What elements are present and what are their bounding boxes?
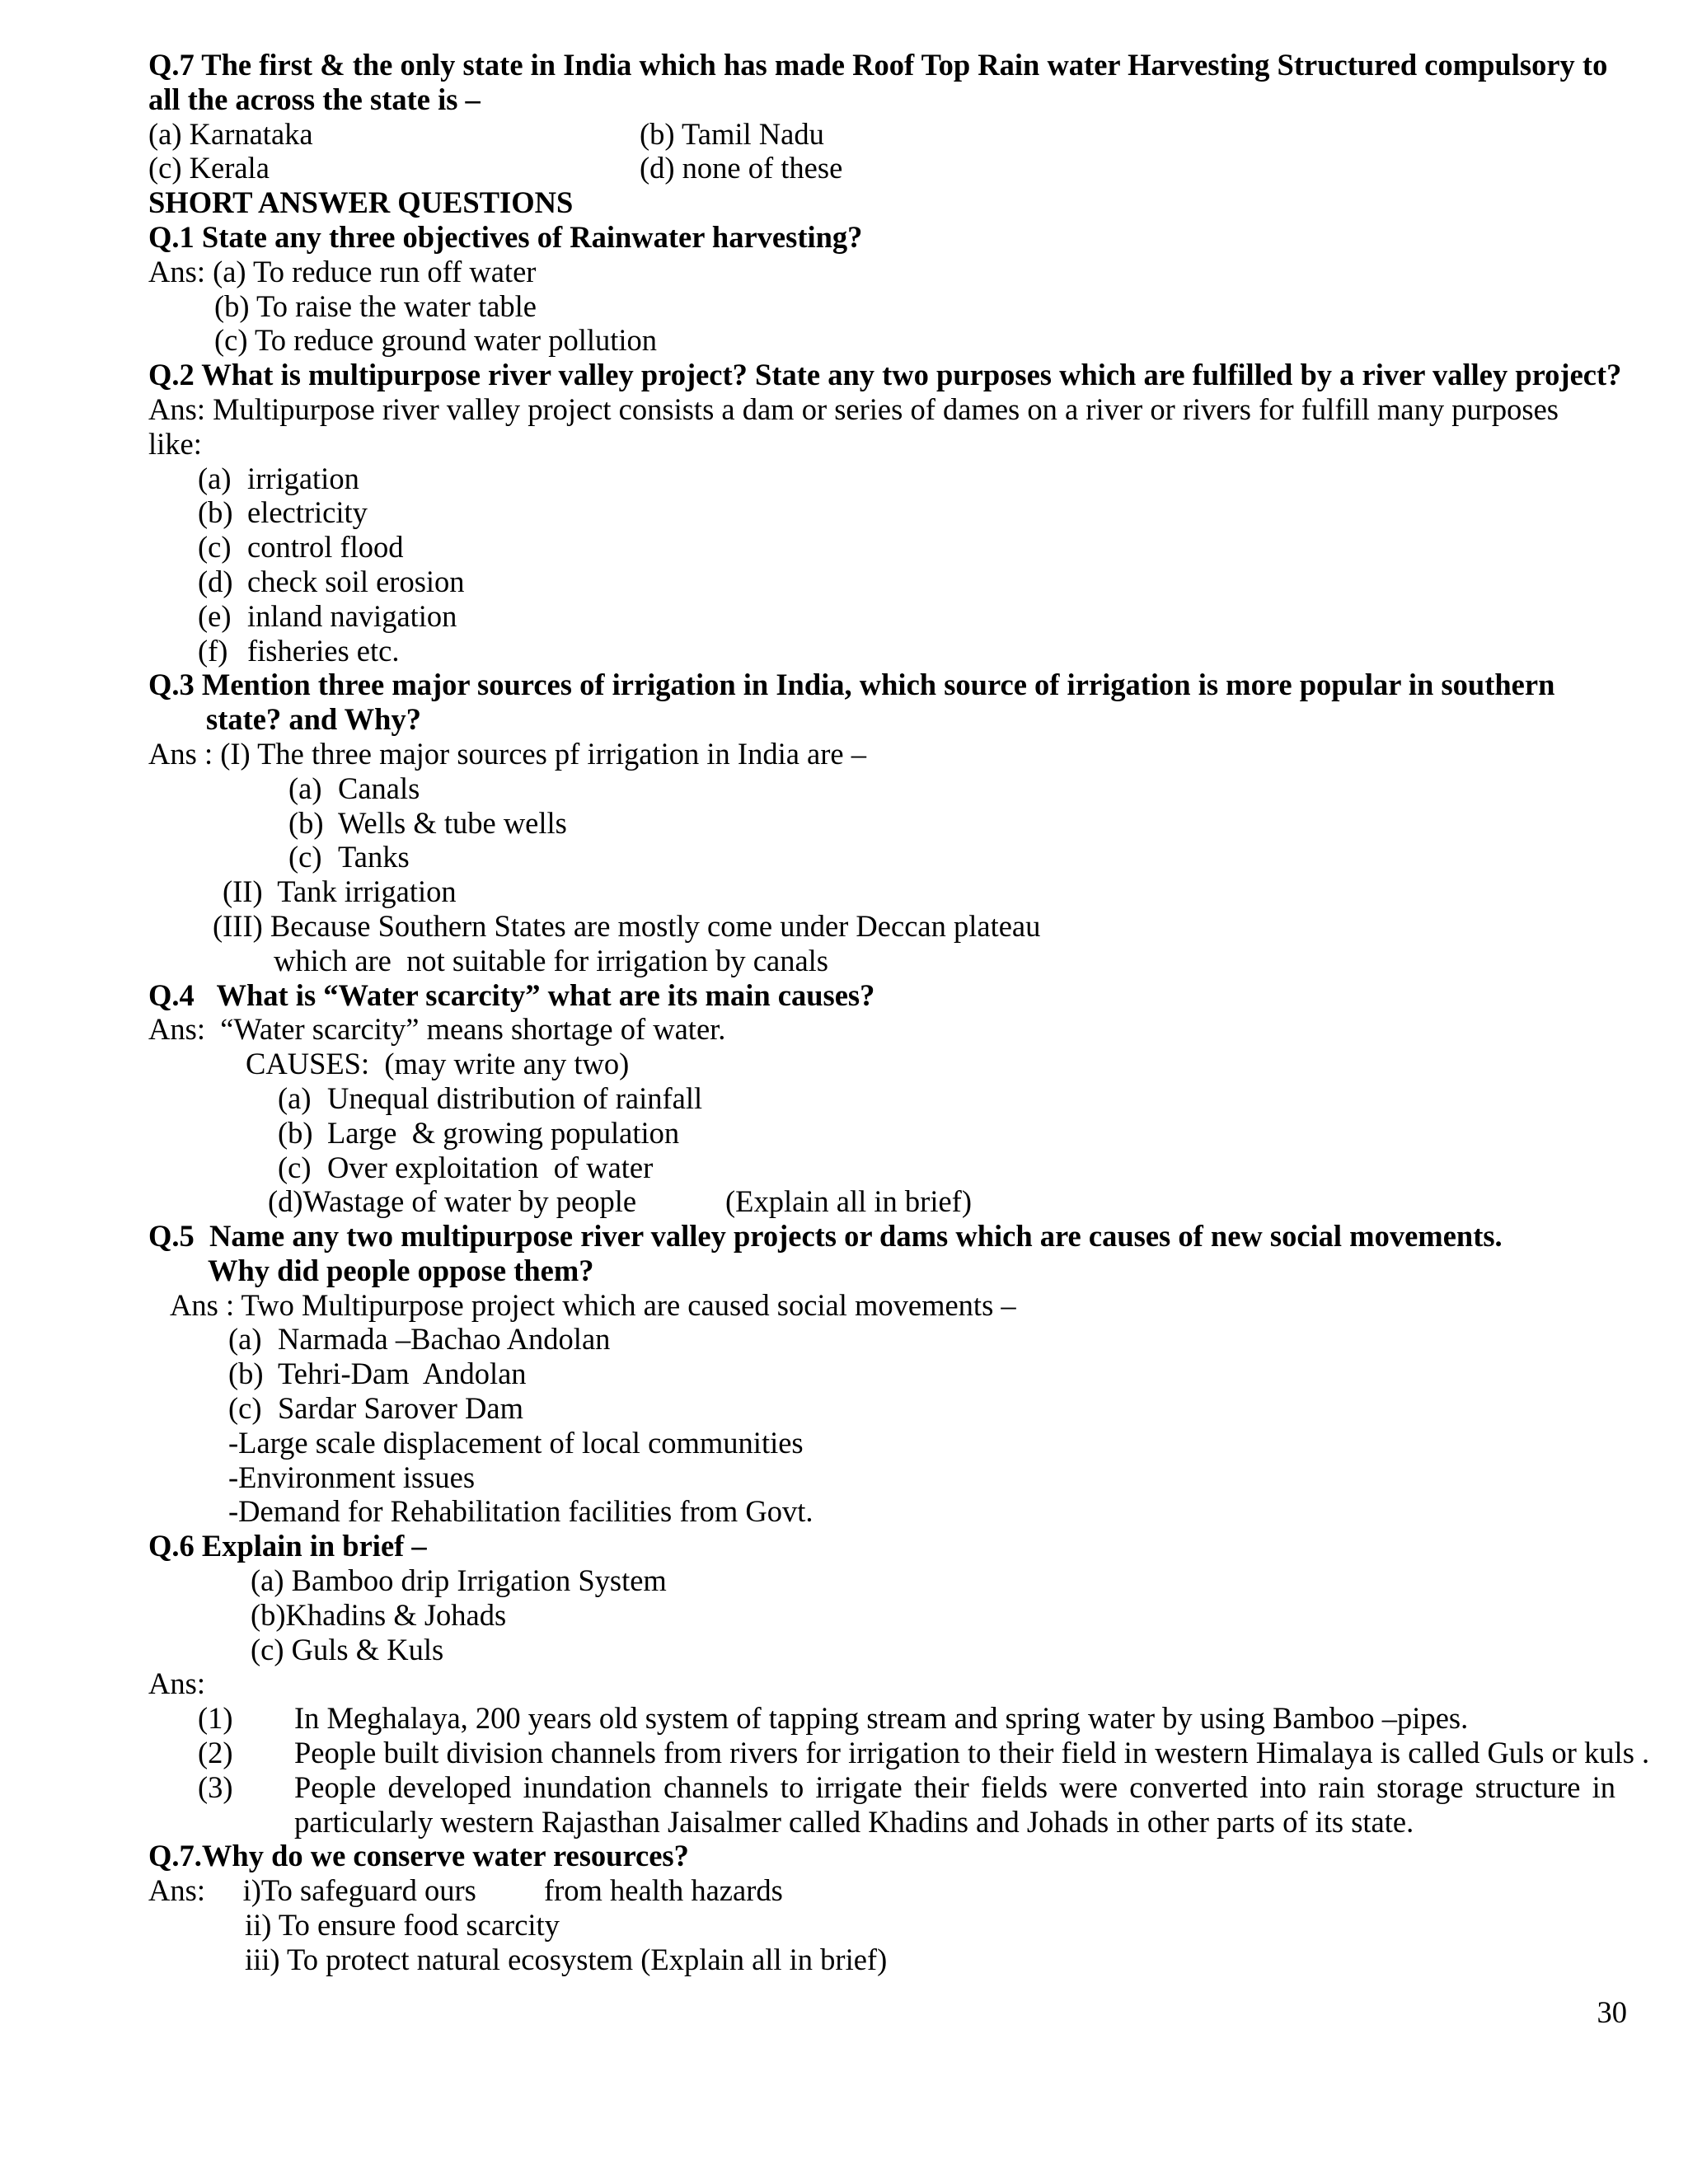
q4-point [148, 1081, 1615, 1116]
q2-point-text: irrigation [247, 461, 359, 495]
q5-point-text: Sardar Sarover Dam [278, 1391, 523, 1426]
q2-point-text: check soil erosion [247, 564, 465, 598]
q6-question: Q.6 Explain in brief – [148, 1529, 427, 1563]
q2-point-text: electricity [247, 495, 368, 530]
q2-point-text: fisheries etc. [247, 633, 400, 668]
q6-answer-label: (3) [198, 1769, 233, 1804]
q5-point [148, 1357, 1615, 1391]
q2-point-label: (c) [198, 530, 232, 565]
q3-point-label: (a) [288, 771, 322, 805]
q6-item: (a) Bamboo drip Irrigation System [251, 1563, 667, 1598]
q7-option-c: (c) Kerala [148, 151, 270, 185]
q2-point [148, 495, 1615, 530]
q7-mcq-question: Q.7 The first & the only state in India which has made Roof Top Rain water Harvesting Structured compulsory to all the across the state is – [148, 48, 1608, 116]
q4-point-label: (b) [278, 1115, 313, 1150]
q2-point [148, 634, 1615, 668]
q6-answer-label: (1) [198, 1701, 233, 1736]
q6-answer-lead: Ans: [148, 1666, 205, 1701]
section-heading: SHORT ANSWER QUESTIONS [148, 185, 574, 220]
q5-point-label: (c) [228, 1391, 262, 1426]
q4-last-point-row [148, 1184, 1615, 1219]
q2-point [148, 462, 1615, 496]
q2-point-label: (d) [198, 564, 233, 598]
q2-point-label: (e) [198, 598, 232, 633]
q3-answer-lead: Ans : (I) The three major sources pf irrigation in India are – [148, 736, 866, 771]
q7-short-point: iii) To protect natural ecosystem (Explain all in brief) [245, 1942, 888, 1976]
q3-point [148, 806, 1615, 841]
q3-point-text: Wells & tube wells [338, 805, 567, 840]
q4-question: Q.4 What is “Water scarcity” what are its main causes? [148, 977, 875, 1012]
q4-point [148, 1116, 1615, 1151]
q2-point-label: (b) [198, 495, 233, 530]
q7-short-point: ii) To ensure food scarcity [245, 1908, 560, 1943]
q3-point-label: (c) [288, 840, 322, 874]
q4-point [148, 1151, 1615, 1185]
q2-point-label: (f) [198, 633, 228, 668]
q7-option-b: (b) Tamil Nadu [640, 116, 824, 151]
q7-short-answer-lead: Ans: i)To safeguard ours from health hazards [148, 1873, 783, 1908]
q3-part2: (II) Tank irrigation [223, 874, 457, 909]
q3-point-label: (b) [288, 805, 324, 840]
q5-reason: -Demand for Rehabilitation facilities from Govt. [228, 1494, 814, 1529]
q5-point [148, 1391, 1615, 1426]
q5-answer-lead: Ans : Two Multipurpose project which are caused social movements – [170, 1287, 1016, 1322]
q1-question: Q.1 State any three objectives of Rainwater harvesting? [148, 219, 863, 254]
q2-answer: Ans: Multipurpose river valley project consists a dam or series of dames on a river or rivers for fulfill many purposes like: [148, 391, 1559, 461]
q3-question-line1: Q.3 Mention three major sources of irrigation in India, which source of irrigation is more popular in southern [148, 668, 1555, 702]
q5-point-label: (a) [228, 1322, 262, 1357]
q4-note: (Explain all in brief) [725, 1184, 972, 1219]
q4-point-label: (c) [278, 1150, 312, 1184]
q1-point: (b) To raise the water table [214, 288, 537, 323]
q2-point-text: control flood [247, 530, 404, 565]
q6-answer [148, 1701, 1615, 1736]
q5-point-text: Narmada –Bachao Andolan [278, 1322, 611, 1357]
q3-point [148, 771, 1615, 806]
q6-answer [148, 1770, 1615, 1840]
q3-part3-line2: which are not suitable for irrigation by canals [274, 943, 829, 977]
q5-point-text: Tehri-Dam Andolan [278, 1357, 527, 1391]
q5-reason: -Large scale displacement of local communities [228, 1425, 804, 1460]
q6-item: (b)Khadins & Johads [251, 1597, 507, 1632]
q2-point-label: (a) [198, 461, 232, 495]
q4-last-point: (d)Wastage of water by people [268, 1184, 637, 1219]
q1-answer-lead: Ans: (a) To reduce run off water [148, 254, 537, 288]
q5-point [148, 1322, 1615, 1357]
q4-point-text: Over exploitation of water [327, 1150, 654, 1184]
q2-point [148, 565, 1615, 599]
q3-question-line2: state? and Why? [206, 702, 421, 737]
q4-point-text: Large & growing population [327, 1115, 680, 1150]
q6-answer [148, 1736, 1650, 1770]
q6-answer-text: People developed inundation channels to irrigate their fields were converted into rain storage structure in particularly western Rajasthan Jaisalmer called Khadins and Johads in other parts of its state. [294, 1769, 1615, 1839]
q5-reason: -Environment issues [228, 1460, 476, 1494]
q7-option-d: (d) none of these [640, 151, 843, 185]
q4-answer-lead: Ans: “Water scarcity” means shortage of water. [148, 1012, 726, 1047]
q4-point-text: Unequal distribution of rainfall [327, 1080, 703, 1115]
q2-point [148, 599, 1615, 634]
q6-answer-text: In Meghalaya, 200 years old system of tapping stream and spring water by using Bamboo –pipes. [294, 1701, 1469, 1736]
q7-options-row-1 [148, 117, 1615, 152]
q3-point-text: Tanks [338, 840, 410, 874]
q6-item: (c) Guls & Kuls [251, 1632, 444, 1666]
q7-option-a: (a) Karnataka [148, 116, 313, 151]
q4-causes-heading: CAUSES: (may write any two) [246, 1047, 630, 1081]
q3-part3-line1: (III) Because Southern States are mostly come under Deccan plateau [213, 908, 1041, 943]
q4-point-label: (a) [278, 1080, 312, 1115]
q3-point-text: Canals [338, 771, 420, 805]
q6-answer-label: (2) [198, 1736, 233, 1770]
q7-short-question: Q.7.Why do we conserve water resources? [148, 1839, 689, 1873]
q6-answer-text: People built division channels from rivers for irrigation to their field in western Himalaya is called Guls or kuls . [294, 1736, 1650, 1770]
page-number: 30 [1597, 1995, 1627, 2029]
q2-point-text: inland navigation [247, 598, 457, 633]
q2-question: Q.2 What is multipurpose river valley project? State any two purposes which are fulfilled by a river valley project? [148, 358, 1622, 392]
document-page [148, 48, 1650, 1977]
q5-question-line1: Q.5 Name any two multipurpose river valley projects or dams which are causes of new social movements. [148, 1219, 1503, 1254]
q2-point [148, 530, 1615, 565]
q5-question-line2: Why did people oppose them? [208, 1253, 594, 1287]
q1-point: (c) To reduce ground water pollution [214, 323, 658, 358]
q3-point [148, 840, 1615, 874]
q7-options-row-2 [148, 151, 1615, 185]
q5-point-label: (b) [228, 1357, 264, 1391]
